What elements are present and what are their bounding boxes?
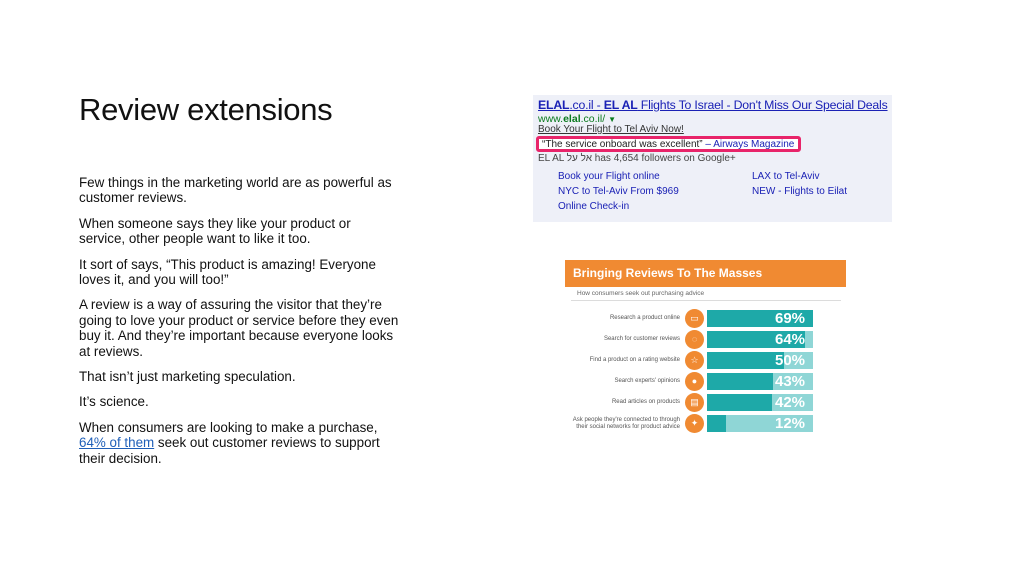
ad-followers: EL AL אל על has 4,654 followers on Google+ xyxy=(538,153,736,164)
infographic-row xyxy=(565,330,846,349)
sitelink: NEW - Flights to Eilat xyxy=(752,186,848,197)
percent-label: 69% xyxy=(774,310,806,327)
review-extension-highlight xyxy=(536,136,801,152)
row-label: Read articles on products xyxy=(611,399,680,406)
row-label: Search for customer reviews xyxy=(603,336,680,343)
body-text xyxy=(79,175,399,476)
infographic-row xyxy=(565,393,846,412)
bar xyxy=(707,394,772,411)
dropdown-arrow-icon: ▼ xyxy=(608,115,617,124)
paragraph-text-after: seek out customer reviews to support their decision. xyxy=(79,435,380,466)
ad-url-bold: elal xyxy=(563,113,581,125)
paragraph: Few things in the marketing world are as powerful as customer reviews. xyxy=(79,175,392,206)
percent-label: 64% xyxy=(774,331,806,348)
ad-screenshot xyxy=(533,95,892,222)
ad-title-domain: .co.il - xyxy=(569,98,604,112)
paragraph: A review is a way of assuring the visitor that they’re going to love your product or service before they even buy it. And they’re important because everyone looks at reviews. xyxy=(79,297,399,359)
divider xyxy=(571,300,841,301)
stat-link[interactable]: 64% of them xyxy=(79,435,155,451)
sitelink: Book your Flight online xyxy=(558,171,660,182)
search-bubble-icon: ◌ xyxy=(685,330,704,349)
infographic-row xyxy=(565,372,846,391)
paragraph-text-before: When consumers are looking to make a purchase, xyxy=(79,419,378,435)
laptop-icon: ▭ xyxy=(685,309,704,328)
newspaper-icon: ▤ xyxy=(685,393,704,412)
ad-url-prefix: www. xyxy=(538,113,564,125)
review-source: – Airways Magazine xyxy=(702,139,795,150)
infographic-row xyxy=(565,414,846,433)
ad-title xyxy=(538,98,888,112)
ad-description: Book Your Flight to Tel Aviv Now! xyxy=(538,124,684,135)
paragraph-with-link xyxy=(79,420,399,466)
percent-label: 43% xyxy=(774,373,806,390)
sitelink: NYC to Tel-Aviv From $969 xyxy=(558,186,679,197)
ad-url-suffix: .co.il/ xyxy=(580,113,606,125)
infographic-row xyxy=(565,351,846,370)
row-label: Find a product on a rating website xyxy=(589,357,680,364)
paragraph: It sort of says, “This product is amazing! Everyone loves it, and you will too!” xyxy=(79,256,376,288)
person-icon: ● xyxy=(685,372,704,391)
slide-title: Review extensions xyxy=(79,92,333,127)
percent-label: 42% xyxy=(774,394,806,411)
sitelink: Online Check-in xyxy=(558,201,630,212)
percent-label: 12% xyxy=(774,415,806,432)
ad-title-brand: ELAL xyxy=(538,98,570,112)
ad-title-text: Flights To Israel - Don't Miss Our Special Deals xyxy=(637,98,888,112)
review-quote: “The service onboard was excellent” xyxy=(542,139,703,150)
infographic xyxy=(565,260,846,432)
percent-label: 50% xyxy=(774,352,806,369)
infographic-subtitle: How consumers seek out purchasing advice xyxy=(577,290,705,297)
bar xyxy=(707,415,726,432)
twitter-bird-icon: ✦ xyxy=(685,414,704,433)
sitelink: LAX to Tel-Aviv xyxy=(752,171,820,182)
paragraph: That isn’t just marketing speculation. xyxy=(79,369,296,385)
paragraph: When someone says they like your product or service, other people want to like it too. xyxy=(79,215,351,247)
rating-website-icon: ☆ xyxy=(685,351,704,370)
ad-title-brand-2: EL AL xyxy=(603,98,638,112)
paragraph: It’s science. xyxy=(79,394,149,410)
row-label: Ask people they're connected to through their social networks for product advice xyxy=(572,417,680,430)
row-label: Search experts' opinions xyxy=(614,378,680,385)
infographic-title: Bringing Reviews To The Masses xyxy=(565,260,846,287)
row-label: Research a product online xyxy=(609,315,680,322)
bar xyxy=(707,373,773,390)
infographic-row xyxy=(565,309,846,328)
